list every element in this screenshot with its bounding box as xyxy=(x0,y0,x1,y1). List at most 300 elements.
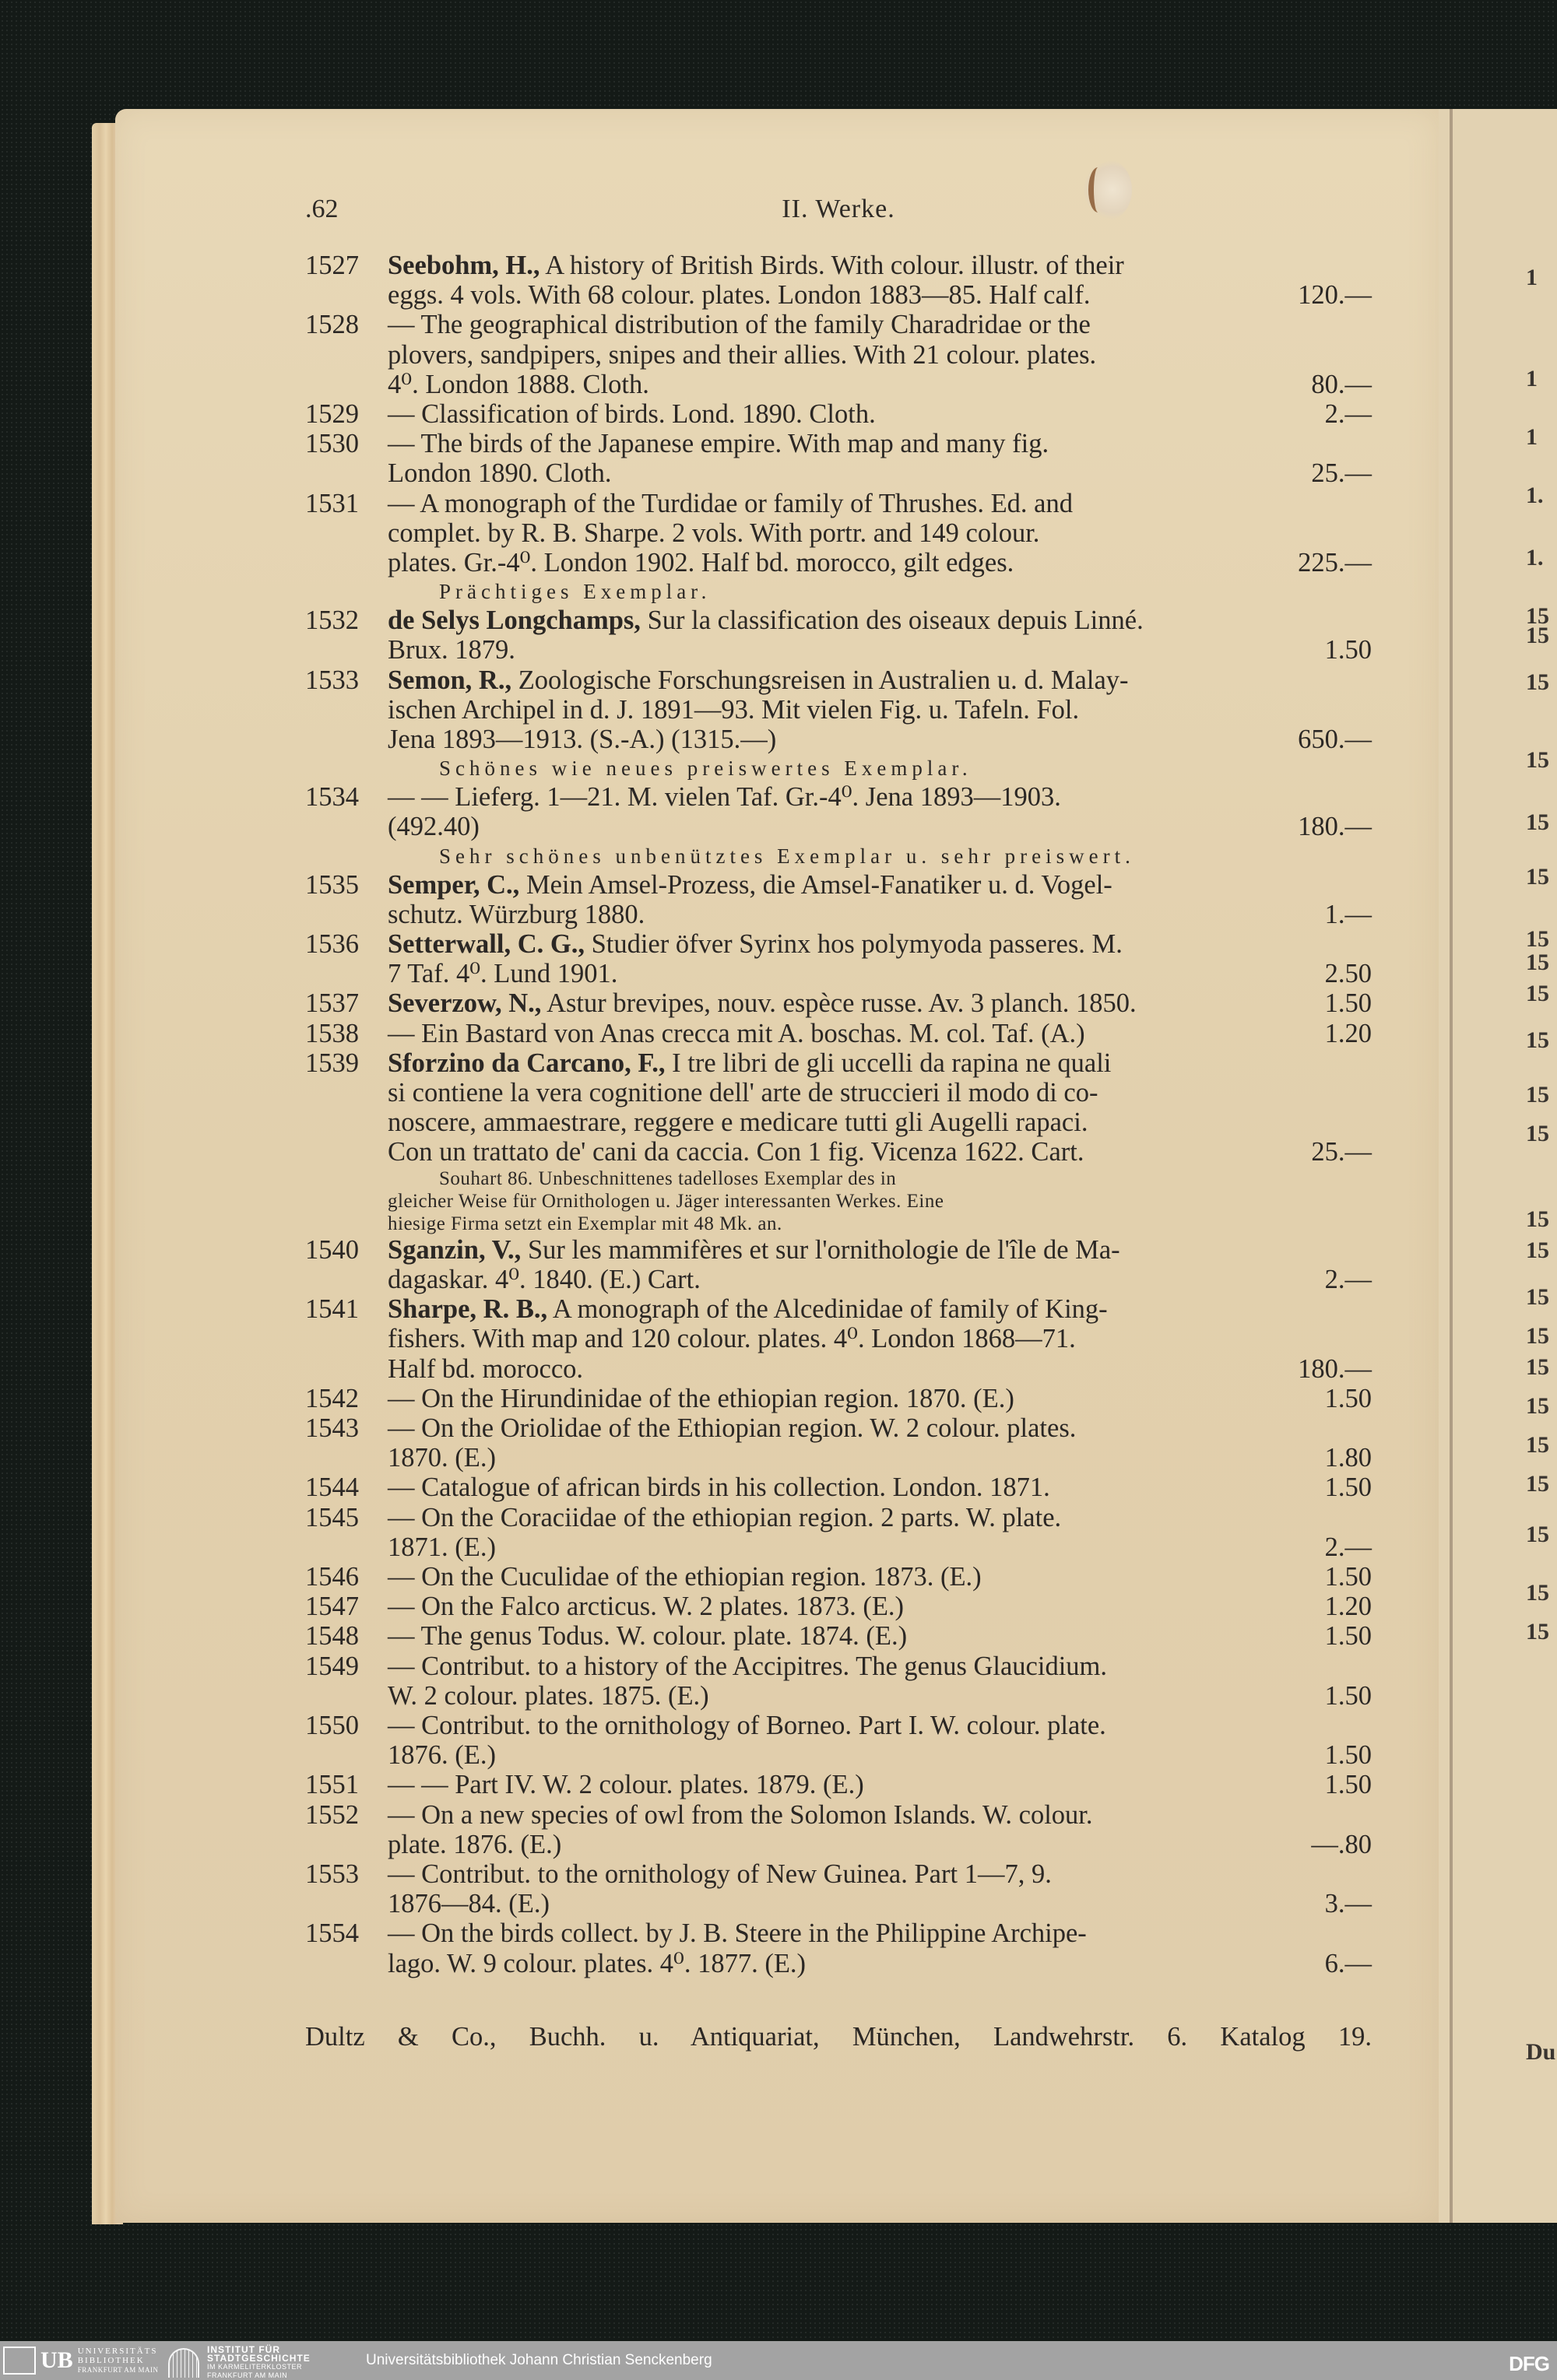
entry-number: 1542 xyxy=(305,1383,359,1413)
next-page-edge xyxy=(1439,109,1557,2223)
entry-line xyxy=(388,1711,1372,1740)
entry-number: 1535 xyxy=(305,869,359,900)
inst-text-line: INSTITUT FÜR xyxy=(207,2344,280,2355)
entry-description: Half bd. morocco. xyxy=(388,1353,584,1384)
next-page-fragment: 15 xyxy=(1526,1082,1549,1108)
dfg-logo[interactable]: DFG xyxy=(1509,2352,1549,2375)
entry-line xyxy=(388,1770,1372,1799)
entry-description: 1871. (E.) xyxy=(388,1532,496,1562)
next-page-fragment: 15 xyxy=(1526,1354,1549,1380)
entry-text xyxy=(388,1562,982,1592)
entry-price: 1.20 xyxy=(1324,1018,1372,1048)
entry-description: — — Lieferg. 1—21. M. vielen Taf. Gr.-4⁰. Jena 1893—1903. xyxy=(388,782,1061,813)
entry-number: 1530 xyxy=(305,429,359,459)
entry-line xyxy=(388,635,1372,665)
next-page-fragment: 1. xyxy=(1526,483,1544,508)
entry-description: 4⁰. London 1888. Cloth. xyxy=(388,369,649,399)
entry-price: 1.50 xyxy=(1324,1473,1372,1503)
entry-number: 1540 xyxy=(305,1234,359,1265)
entry-description: (492.40) xyxy=(388,812,480,842)
entry-number: 1536 xyxy=(305,929,359,960)
catalog-entry xyxy=(305,1592,1372,1621)
catalog-entries xyxy=(305,251,1372,1978)
entry-price: 2.— xyxy=(1324,1264,1372,1294)
next-page-fragment: 15 xyxy=(1526,1471,1549,1497)
entry-description: plovers, sandpipers, snipes and their allies. With 21 colour. plates. xyxy=(388,339,1097,370)
entry-text xyxy=(388,458,612,488)
entry-line xyxy=(388,429,1372,458)
entry-text xyxy=(388,1354,583,1384)
entry-text xyxy=(388,1652,1107,1681)
entry-number: 1549 xyxy=(305,1651,359,1681)
next-page-fragment: 1 xyxy=(1526,265,1538,290)
entry-line xyxy=(388,1443,1372,1473)
entry-line xyxy=(388,1503,1372,1532)
entry-text xyxy=(388,1740,496,1770)
entry-text xyxy=(388,1048,1111,1078)
entry-text xyxy=(388,959,617,988)
entry-text xyxy=(388,900,645,929)
entry-text xyxy=(388,1473,1050,1502)
catalog-entry xyxy=(305,1473,1372,1502)
entry-line xyxy=(388,1859,1372,1889)
entry-number: 1529 xyxy=(305,399,359,430)
entry-price: 1.50 xyxy=(1324,1680,1372,1711)
catalog-entry xyxy=(305,251,1372,310)
entry-description: 1870. (E.) xyxy=(388,1443,496,1473)
entry-description: complet. by R. B. Sharpe. 2 vols. With portr. and 149 colour. xyxy=(388,518,1040,548)
entry-line xyxy=(388,518,1372,548)
entry-line xyxy=(388,1592,1372,1621)
entry-description: 7 Taf. 4⁰. Lund 1901. xyxy=(388,959,618,989)
entry-number: 1528 xyxy=(305,310,359,340)
goethe-portrait-icon xyxy=(3,2347,36,2375)
catalog-entry xyxy=(305,606,1372,665)
catalog-entry xyxy=(305,1019,1372,1048)
entry-price: 6.— xyxy=(1324,1948,1372,1978)
entry-description: 1876—84. (E.) xyxy=(388,1889,550,1919)
catalog-entry xyxy=(305,1294,1372,1384)
entry-text xyxy=(388,1503,1061,1532)
entry-price: 1.— xyxy=(1324,899,1372,929)
ub-text-line: BIBLIOTHEK xyxy=(77,2356,145,2365)
catalog-entry xyxy=(305,1621,1372,1651)
next-page-fragment: 1 xyxy=(1526,366,1538,391)
next-page-fragment: 15 xyxy=(1526,623,1549,648)
entry-number: 1553 xyxy=(305,1859,359,1889)
next-page-fragment: 15 xyxy=(1526,603,1549,629)
entry-line xyxy=(388,1562,1372,1592)
entry-price: 1.50 xyxy=(1324,1770,1372,1800)
entry-author: Seebohm, H., xyxy=(388,251,540,280)
entry-text xyxy=(388,1770,864,1799)
entry-description: lago. W. 9 colour. plates. 4⁰. 1877. (E.) xyxy=(388,1948,807,1978)
next-page-fragment: 1 xyxy=(1526,424,1538,450)
entry-text xyxy=(388,1384,1014,1413)
entry-price: 1.50 xyxy=(1324,1561,1372,1592)
entry-text xyxy=(388,1800,1093,1830)
entry-text xyxy=(388,1324,1076,1353)
entry-text xyxy=(388,870,1112,900)
entry-number: 1538 xyxy=(305,1018,359,1048)
entry-description: W. 2 colour. plates. 1875. (E.) xyxy=(388,1680,709,1711)
next-page-fragment: 15 xyxy=(1526,1580,1549,1606)
entry-line xyxy=(388,1265,1372,1294)
entry-note: gleicher Weise für Ornithologen u. Jäger interessanten Werkes. Eine xyxy=(388,1190,944,1212)
catalog-entry xyxy=(305,1800,1372,1859)
entry-line xyxy=(388,1800,1372,1830)
entry-price: 1.50 xyxy=(1324,988,1372,1019)
entry-text xyxy=(388,988,1137,1018)
entry-line xyxy=(388,1137,1372,1167)
entry-price: 2.50 xyxy=(1324,959,1372,989)
entry-text xyxy=(388,340,1096,370)
entry-line xyxy=(388,1413,1372,1443)
entry-description: — Ein Bastard von Anas crecca mit A. boschas. M. col. Taf. (A.) xyxy=(388,1018,1085,1048)
entry-description: — On the Coraciidae of the ethiopian region. 2 parts. W. plate. xyxy=(388,1502,1062,1532)
ub-text xyxy=(78,2347,159,2375)
next-page-fragment: 15 xyxy=(1526,864,1549,890)
entry-price: 1.80 xyxy=(1324,1443,1372,1473)
entry-text xyxy=(388,518,1039,548)
entry-description: 1876. (E.) xyxy=(388,1740,496,1771)
entry-text xyxy=(388,665,1129,695)
entry-text xyxy=(388,1859,1052,1889)
viewer-footer-bar xyxy=(0,2341,1557,2380)
entry-description: — Catalogue of african birds in his collection. London. 1871. xyxy=(388,1473,1050,1503)
entry-description: fishers. With map and 120 colour. plates. 4⁰. London 1868—71. xyxy=(388,1324,1076,1354)
entry-description: — On the birds collect. by J. B. Steere in the Philippine Archipe- xyxy=(388,1918,1087,1949)
catalog-entry xyxy=(305,870,1372,929)
entry-description: schutz. Würzburg 1880. xyxy=(388,899,645,929)
entry-number: 1532 xyxy=(305,606,359,636)
entry-text xyxy=(388,310,1091,339)
entry-description: Mein Amsel-Prozess, die Amsel-Fanatiker u. d. Vogel- xyxy=(519,869,1112,900)
entry-text xyxy=(388,1108,1088,1137)
entry-description: eggs. 4 vols. With 68 colour. plates. London 1883—85. Half calf. xyxy=(388,280,1091,311)
entry-line xyxy=(388,548,1372,577)
entry-description: — Contribut. to the ornithology of Borneo. Part I. W. colour. plate. xyxy=(388,1710,1106,1740)
entry-price: 25.— xyxy=(1311,1137,1372,1167)
next-page-fragment: 15 xyxy=(1526,1121,1549,1146)
entry-line xyxy=(388,1621,1372,1651)
entry-description: A monograph of the Alcedinidae of family of King- xyxy=(547,1294,1108,1325)
entry-description: Brux. 1879. xyxy=(388,635,515,665)
next-page-fragment: 15 xyxy=(1526,747,1549,773)
next-page-fragment: 15 xyxy=(1526,1522,1549,1547)
entry-text xyxy=(388,1294,1108,1324)
next-page-fragment: 15 xyxy=(1526,1237,1549,1263)
entry-text xyxy=(388,280,1091,310)
entry-number: 1543 xyxy=(305,1413,359,1443)
inst-text-line: IM KARMELITERKLOSTER xyxy=(207,2363,303,2371)
entry-line xyxy=(388,959,1372,988)
next-page-fragment: 15 xyxy=(1526,1027,1549,1053)
entry-description: Sur les mammifères et sur l'ornithologie de l'île de Ma- xyxy=(521,1234,1120,1265)
next-page-fragment: 15 xyxy=(1526,1432,1549,1458)
entry-price: 1.50 xyxy=(1324,1383,1372,1413)
entry-description: Astur brevipes, nouv. espèce russe. Av. 3 planch. 1850. xyxy=(541,988,1137,1019)
entry-text xyxy=(388,370,649,399)
entry-text xyxy=(388,1137,1084,1167)
entry-description: — On the Falco arcticus. W. 2 plates. 1873. (E.) xyxy=(388,1592,905,1622)
entry-line xyxy=(388,458,1372,488)
entry-text xyxy=(388,1078,1098,1108)
entry-text xyxy=(388,1889,550,1918)
entry-line xyxy=(388,310,1372,339)
institut-text xyxy=(207,2346,311,2380)
entry-text xyxy=(388,695,1079,725)
entry-number: 1533 xyxy=(305,665,359,695)
entry-line xyxy=(388,665,1372,695)
entry-line xyxy=(388,340,1372,370)
entry-text xyxy=(388,1532,496,1562)
entry-line xyxy=(388,1740,1372,1770)
entry-text xyxy=(388,251,1124,280)
entry-text xyxy=(388,399,876,429)
ub-text-line: UNIVERSITÄTS xyxy=(77,2347,158,2356)
entry-line xyxy=(388,870,1372,900)
entry-line xyxy=(388,812,1372,841)
entry-author: Semon, R., xyxy=(388,665,512,695)
catalog-entry xyxy=(305,1384,1372,1413)
inst-text-line: FRANKFURT AM MAIN xyxy=(207,2371,288,2379)
entry-text xyxy=(388,782,1061,812)
running-title: II. Werke. xyxy=(782,195,895,223)
catalog-entry xyxy=(305,1859,1372,1918)
entry-number: 1534 xyxy=(305,782,359,813)
entry-description: — On the Cuculidae of the ethiopian region. 1873. (E.) xyxy=(388,1561,982,1592)
next-page-fragment: 15 xyxy=(1526,1619,1549,1645)
entry-price: 1.20 xyxy=(1324,1592,1372,1622)
entry-description: dagaskar. 4⁰. 1840. (E.) Cart. xyxy=(388,1264,701,1294)
catalog-entry xyxy=(305,1711,1372,1770)
entry-author: Setterwall, C. G., xyxy=(388,929,585,960)
entry-line xyxy=(388,1019,1372,1048)
catalog-entry xyxy=(305,1235,1372,1294)
entry-text xyxy=(388,725,776,754)
entry-number: 1554 xyxy=(305,1918,359,1949)
ub-text-line: FRANKFURT AM MAIN xyxy=(77,2366,159,2374)
entry-line xyxy=(388,1048,1372,1078)
entry-number: 1547 xyxy=(305,1592,359,1622)
entry-line xyxy=(388,1681,1372,1711)
entry-price: 1.50 xyxy=(1324,1621,1372,1652)
entry-text xyxy=(388,1265,701,1294)
next-page-fragment: 15 xyxy=(1526,1393,1549,1419)
entry-text xyxy=(388,929,1123,959)
entry-description: A history of British Birds. With colour. illustr. of their xyxy=(540,251,1124,280)
entry-line xyxy=(388,606,1372,635)
next-page-fragment: 1. xyxy=(1526,545,1544,570)
entry-line xyxy=(388,399,1372,429)
entry-text xyxy=(388,1711,1106,1740)
entry-line xyxy=(388,1078,1372,1108)
entry-description: ischen Archipel in d. J. 1891—93. Mit vielen Fig. u. Tafeln. Fol. xyxy=(388,694,1080,725)
entry-text xyxy=(388,812,480,841)
entry-line xyxy=(388,489,1372,518)
entry-note: Sehr schönes unbenütztes Exemplar u. sehr preiswert. xyxy=(439,844,1135,868)
catalog-entry xyxy=(305,1770,1372,1799)
entry-text xyxy=(388,1019,1085,1048)
entry-price: 180.— xyxy=(1298,1353,1372,1384)
entry-line xyxy=(388,1354,1372,1384)
entry-line xyxy=(388,1949,1372,1978)
catalog-entry xyxy=(305,399,1372,429)
entry-description: — A monograph of the Turdidae or family of Thrushes. Ed. and xyxy=(388,488,1073,518)
entry-number: 1552 xyxy=(305,1799,359,1830)
entry-number: 1541 xyxy=(305,1294,359,1325)
entry-description: — On a new species of owl from the Solomon Islands. W. colour. xyxy=(388,1799,1093,1830)
entry-description: Jena 1893—1913. (S.-A.) (1315.—) xyxy=(388,725,777,755)
entry-description: — — Part IV. W. 2 colour. plates. 1879. (E.) xyxy=(388,1770,864,1800)
entry-line xyxy=(388,1324,1372,1353)
entry-text xyxy=(388,635,515,665)
entry-line xyxy=(388,1108,1372,1137)
entry-number: 1546 xyxy=(305,1561,359,1592)
entry-number: 1537 xyxy=(305,988,359,1019)
entry-note: Souhart 86. Unbeschnittenes tadelloses Exemplar des in xyxy=(439,1167,897,1189)
entry-description: Zoologische Forschungsreisen in Australien u. d. Malay- xyxy=(511,665,1129,695)
entry-line xyxy=(388,251,1372,280)
entry-description: Sur la classification des oiseaux depuis Linné. xyxy=(640,606,1144,636)
entry-author: Sharpe, R. B., xyxy=(388,1294,548,1325)
entry-price: 25.— xyxy=(1311,458,1372,489)
catalog-entry xyxy=(305,429,1372,488)
entry-text xyxy=(388,1592,904,1621)
entry-text xyxy=(388,1235,1120,1265)
next-page-fragment: 15 xyxy=(1526,981,1549,1006)
entry-number: 1539 xyxy=(305,1048,359,1078)
entry-description: — On the Oriolidae of the Ethiopian region. W. 2 colour. plates. xyxy=(388,1413,1077,1443)
entry-description: — Classification of birds. Lond. 1890. Cloth. xyxy=(388,399,876,430)
entry-number: 1531 xyxy=(305,488,359,518)
entry-line xyxy=(388,1889,1372,1918)
catalog-entry xyxy=(305,782,1372,869)
library-name[interactable]: Universitätsbibliothek Johann Christian Senckenberg xyxy=(366,2352,712,2368)
catalog-entry xyxy=(305,1918,1372,1978)
entry-price: 2.— xyxy=(1324,399,1372,430)
catalog-entry xyxy=(305,1413,1372,1473)
entry-text xyxy=(388,548,1014,577)
entry-description: — Contribut. to the ornithology of New Guinea. Part 1—7, 9. xyxy=(388,1859,1052,1889)
entry-note: Prächtiges Exemplar. xyxy=(439,580,712,604)
entry-price: —.80 xyxy=(1311,1829,1372,1859)
entry-author: Severzow, N., xyxy=(388,988,542,1019)
entry-line xyxy=(388,1384,1372,1413)
entry-price: 225.— xyxy=(1298,548,1372,578)
entry-line xyxy=(388,1294,1372,1324)
entry-number: 1551 xyxy=(305,1770,359,1800)
catalog-entry xyxy=(305,929,1372,988)
entry-author: Semper, C., xyxy=(388,869,520,900)
entry-number: 1544 xyxy=(305,1473,359,1503)
entry-line xyxy=(388,782,1372,812)
institut-logo[interactable] xyxy=(168,2346,311,2380)
entry-text xyxy=(388,1918,1087,1948)
catalog-entry xyxy=(305,988,1372,1018)
book-gutter xyxy=(1450,109,1453,2223)
entry-line xyxy=(388,1235,1372,1265)
entry-description: — The birds of the Japanese empire. With map and many fig. xyxy=(388,429,1049,459)
entry-number: 1550 xyxy=(305,1710,359,1740)
entry-price: 120.— xyxy=(1298,280,1372,311)
catalog-entry xyxy=(305,1562,1372,1592)
next-page-fragment: 15 xyxy=(1526,1206,1549,1232)
entry-text xyxy=(388,1621,907,1651)
inst-text-line: STADTGESCHICHTE xyxy=(207,2353,311,2364)
entry-price: 2.— xyxy=(1324,1532,1372,1562)
catalog-entry xyxy=(305,1503,1372,1562)
entry-line xyxy=(388,1830,1372,1859)
publisher-imprint: Dultz & Co., Buchh. u. Antiquariat, München, Landwehrstr. 6. Katalog 19. xyxy=(305,2022,1372,2052)
entry-description: — On the Hirundinidae of the ethiopian region. 1870. (E.) xyxy=(388,1383,1014,1413)
next-page-fragment: 15 xyxy=(1526,809,1549,835)
entry-line xyxy=(388,988,1372,1018)
entry-description: Con un trattato de' cani da caccia. Con 1 fig. Vicenza 1622. Cart. xyxy=(388,1137,1084,1167)
ub-letters: UB xyxy=(40,2347,73,2373)
entry-text xyxy=(388,1681,709,1711)
entry-author: Sforzino da Carcano, F., xyxy=(388,1048,666,1078)
entry-author: de Selys Longchamps, xyxy=(388,606,641,636)
entry-note: hiesige Firma setzt ein Exemplar mit 48 Mk. an. xyxy=(388,1213,782,1234)
entry-number: 1548 xyxy=(305,1621,359,1652)
entry-text xyxy=(388,1443,496,1473)
entry-price: 650.— xyxy=(1298,725,1372,755)
next-page-fragment: 15 xyxy=(1526,926,1549,952)
entry-author: Sganzin, V., xyxy=(388,1234,522,1265)
entry-text xyxy=(388,1413,1076,1443)
entry-number: 1527 xyxy=(305,251,359,280)
entry-line xyxy=(388,280,1372,310)
entry-note: Schönes wie neues preiswertes Exemplar. xyxy=(439,756,972,781)
entry-price: 1.50 xyxy=(1324,635,1372,665)
entry-description: noscere, ammaestrare, reggere e medicare tutti gli Augelli rapaci. xyxy=(388,1108,1088,1138)
entry-line xyxy=(388,1473,1372,1502)
catalog-entry xyxy=(305,1048,1372,1235)
next-page-fragment: 15 xyxy=(1526,1284,1549,1310)
entry-description: — The genus Todus. W. colour. plate. 1874. (E.) xyxy=(388,1621,908,1652)
next-page-fragment: Du xyxy=(1526,2039,1556,2065)
entry-price: 3.— xyxy=(1324,1889,1372,1919)
entry-description: I tre libri de gli uccelli da rapina ne quali xyxy=(665,1048,1112,1078)
entry-description: Studier öfver Syrinx hos polymyoda passeres. M. xyxy=(584,929,1123,960)
entry-description: London 1890. Cloth. xyxy=(388,458,612,489)
entry-line xyxy=(388,370,1372,399)
entry-number: 1545 xyxy=(305,1502,359,1532)
entry-text xyxy=(388,429,1049,458)
entry-price: 80.— xyxy=(1311,369,1372,399)
entry-description: — The geographical distribution of the family Charadridae or the xyxy=(388,310,1091,340)
catalog-entry xyxy=(305,489,1372,606)
next-page-fragment: 15 xyxy=(1526,669,1549,695)
entry-line xyxy=(388,725,1372,754)
entry-text xyxy=(388,1949,806,1978)
entry-text xyxy=(388,606,1144,635)
next-page-fragment: 15 xyxy=(1526,950,1549,975)
entry-text xyxy=(388,1830,561,1859)
page-header xyxy=(305,195,1372,226)
catalog-entry xyxy=(305,665,1372,783)
entry-line xyxy=(388,929,1372,959)
entry-line xyxy=(388,1532,1372,1562)
entry-description: plate. 1876. (E.) xyxy=(388,1829,562,1859)
page-number: .62 xyxy=(305,195,339,223)
entry-line xyxy=(388,1652,1372,1681)
entry-description: — Contribut. to a history of the Accipitres. The genus Glaucidium. xyxy=(388,1651,1108,1681)
entry-description: plates. Gr.-4⁰. London 1902. Half bd. morocco, gilt edges. xyxy=(388,548,1014,578)
ub-logo[interactable] xyxy=(3,2346,159,2375)
